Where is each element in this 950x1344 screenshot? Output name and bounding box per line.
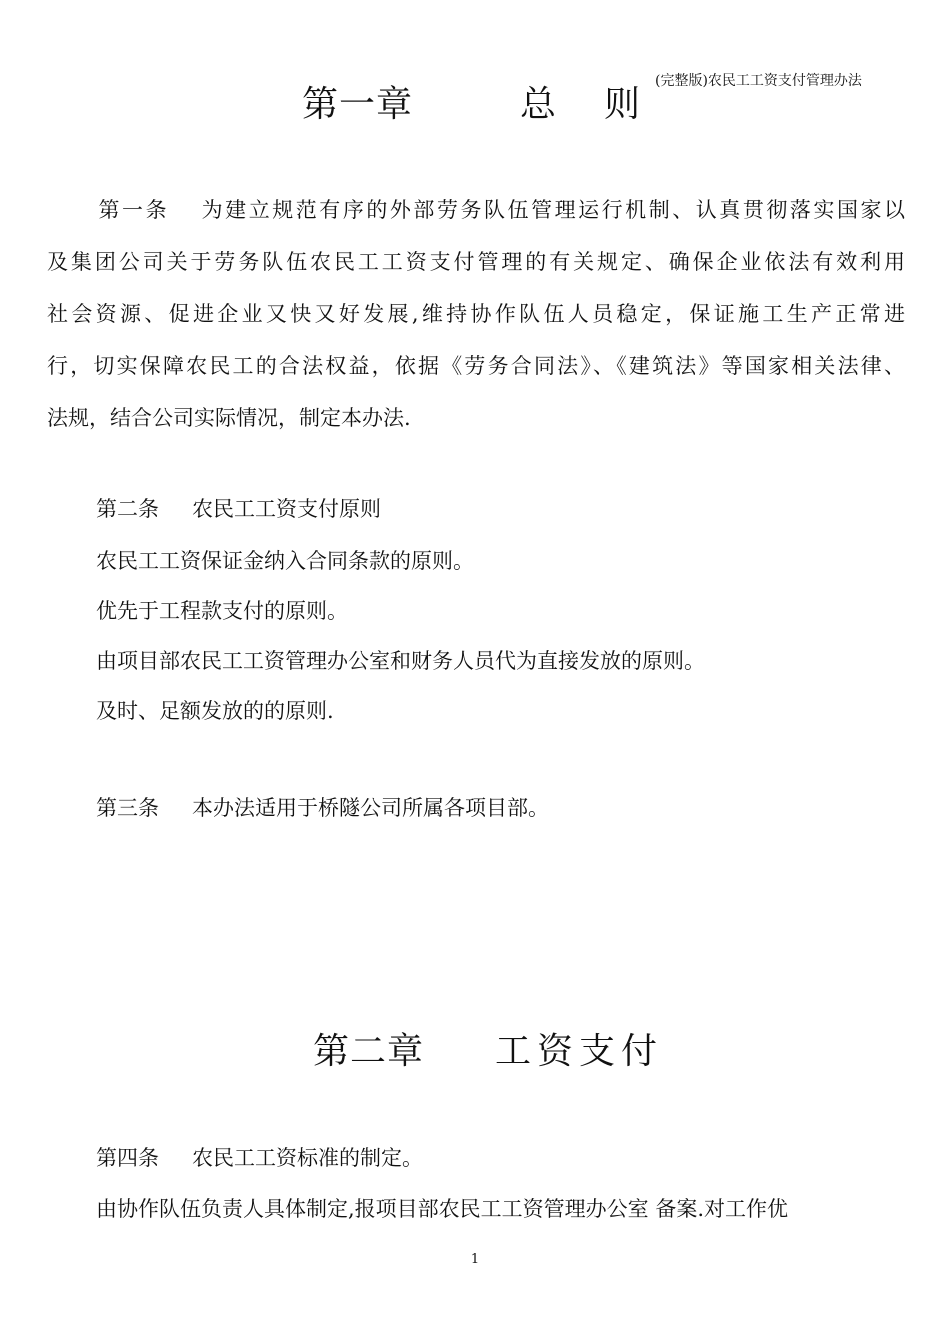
article-1-line-3: 社会资源、促进企业又快又好发展,维持协作队伍人员稳定，保证施工生产正常进 xyxy=(47,302,905,326)
article-1-line-2: 及集团公司关于劳务队伍农民工工资支付管理的有关规定、确保企业依法有效利用 xyxy=(47,250,905,274)
article-2-heading xyxy=(96,493,381,523)
article-3-number: 第三条 xyxy=(96,796,159,820)
article-1-line-5: 法规，结合公司实际情况，制定本办法. xyxy=(47,406,411,430)
article-2-item: 由项目部农民工工资管理办公室和财务人员代为直接发放的原则。 xyxy=(96,649,705,673)
article-1-line-4: 行，切实保障农民工的合法权益，依据《劳务合同法》、《建筑法》等国家相关法律、 xyxy=(47,354,905,378)
document-header: (完整版)农民工工资支付管理办法 xyxy=(655,73,862,89)
article-4-title: 农民工工资标准的制定。 xyxy=(192,1146,423,1170)
article-4-number: 第四条 xyxy=(96,1146,159,1170)
article-1 xyxy=(47,184,905,444)
article-4-text: 由协作队伍负责人具体制定,报项目部农民工工资管理办公室 备案.对工作优 xyxy=(96,1197,789,1221)
chapter-2-title: 工资支付 xyxy=(495,1031,664,1072)
chapter-1-title: 总则 xyxy=(520,84,689,125)
article-4-heading xyxy=(96,1142,423,1172)
article-3-text: 本办法适用于桥隧公司所属各项目部。 xyxy=(192,796,549,820)
chapter-1-number: 第一章 xyxy=(302,84,414,125)
article-3 xyxy=(96,792,549,822)
article-2-number: 第二条 xyxy=(96,497,159,521)
article-2-item: 优先于工程款支付的原则。 xyxy=(96,599,348,623)
article-2-item: 及时、足额发放的的原则. xyxy=(96,699,334,723)
article-1-number: 第一条 xyxy=(96,198,170,222)
article-2-title: 农民工工资支付原则 xyxy=(192,497,381,521)
article-2-item: 农民工工资保证金纳入合同条款的原则。 xyxy=(96,549,474,573)
chapter-2-number: 第二章 xyxy=(313,1031,425,1072)
page-number: 1 xyxy=(470,1252,480,1267)
article-1-line-1: 第一条 为建立规范有序的外部劳务队伍管理运行机制、认真贯彻落实国家以 xyxy=(96,198,906,222)
